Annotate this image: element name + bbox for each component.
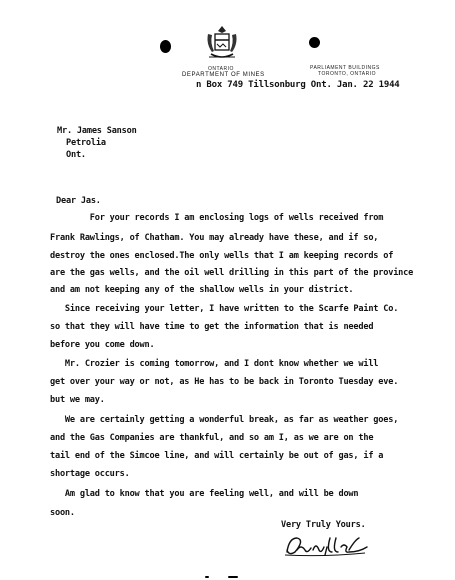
body-line: We are certainly getting a wonderful break, as far as weather goes, [50,415,399,425]
ink-speck [205,576,209,578]
handwritten-signature [283,532,375,562]
body-line: and the Gas Companies are thankful, and so am I, as we are on the [50,433,374,443]
body-line: For your records I am enclosing logs of wells received from [50,213,384,223]
recipient-name: Mr. James Sanson [57,126,137,136]
body-line: Mr. Crozier is coming tomorrow, and I dont know whether we will [50,359,379,369]
body-line: Since receiving your letter, I have written to the Scarfe Paint Co. [50,304,399,314]
body-line: before you come down. [50,340,155,350]
body-line: destroy the ones enclosed.The only wells that I am keeping records of [50,251,394,261]
body-line: Am glad to know that you are feeling well, and will be down [50,489,359,499]
letterhead-province: ONTARIO [208,66,234,72]
body-line: but we may. [50,395,105,405]
ink-speck [228,576,238,578]
letterhead-building-line2: TORONTO, ONTARIO [318,71,377,77]
body-line: Frank Rawlings, of Chatham. You may already have these, and if so, [50,233,379,243]
body-line: are the gas wells, and the oil well drilling in this part of the province [50,268,414,278]
letterhead-department: DEPARTMENT OF MINES [182,72,265,78]
body-line: soon. [50,508,75,518]
recipient-province: Ont. [66,150,86,160]
closing: Very Truly Yours. [281,520,366,530]
coat-of-arms-crest [203,24,241,64]
letterhead-building-line1: PARLIAMENT BUILDINGS [310,65,380,71]
body-line: tail end of the Simcoe line, and will certainly be out of gas, if a [50,451,384,461]
address-date-line: n Box 749 Tillsonburg Ont. Jan. 22 1944 [196,80,400,90]
salutation: Dear Jas. [56,196,101,206]
ink-blot-right [309,37,320,48]
ink-blot-left [160,40,171,53]
body-line: shortage occurs. [50,469,130,479]
body-line: get over your way or not, as He has to be back in Toronto Tuesday eve. [50,377,399,387]
recipient-city: Petrolia [66,138,106,148]
body-line: so that they will have time to get the information that is needed [50,322,374,332]
body-line: and am not keeping any of the shallow wells in your district. [50,285,354,295]
